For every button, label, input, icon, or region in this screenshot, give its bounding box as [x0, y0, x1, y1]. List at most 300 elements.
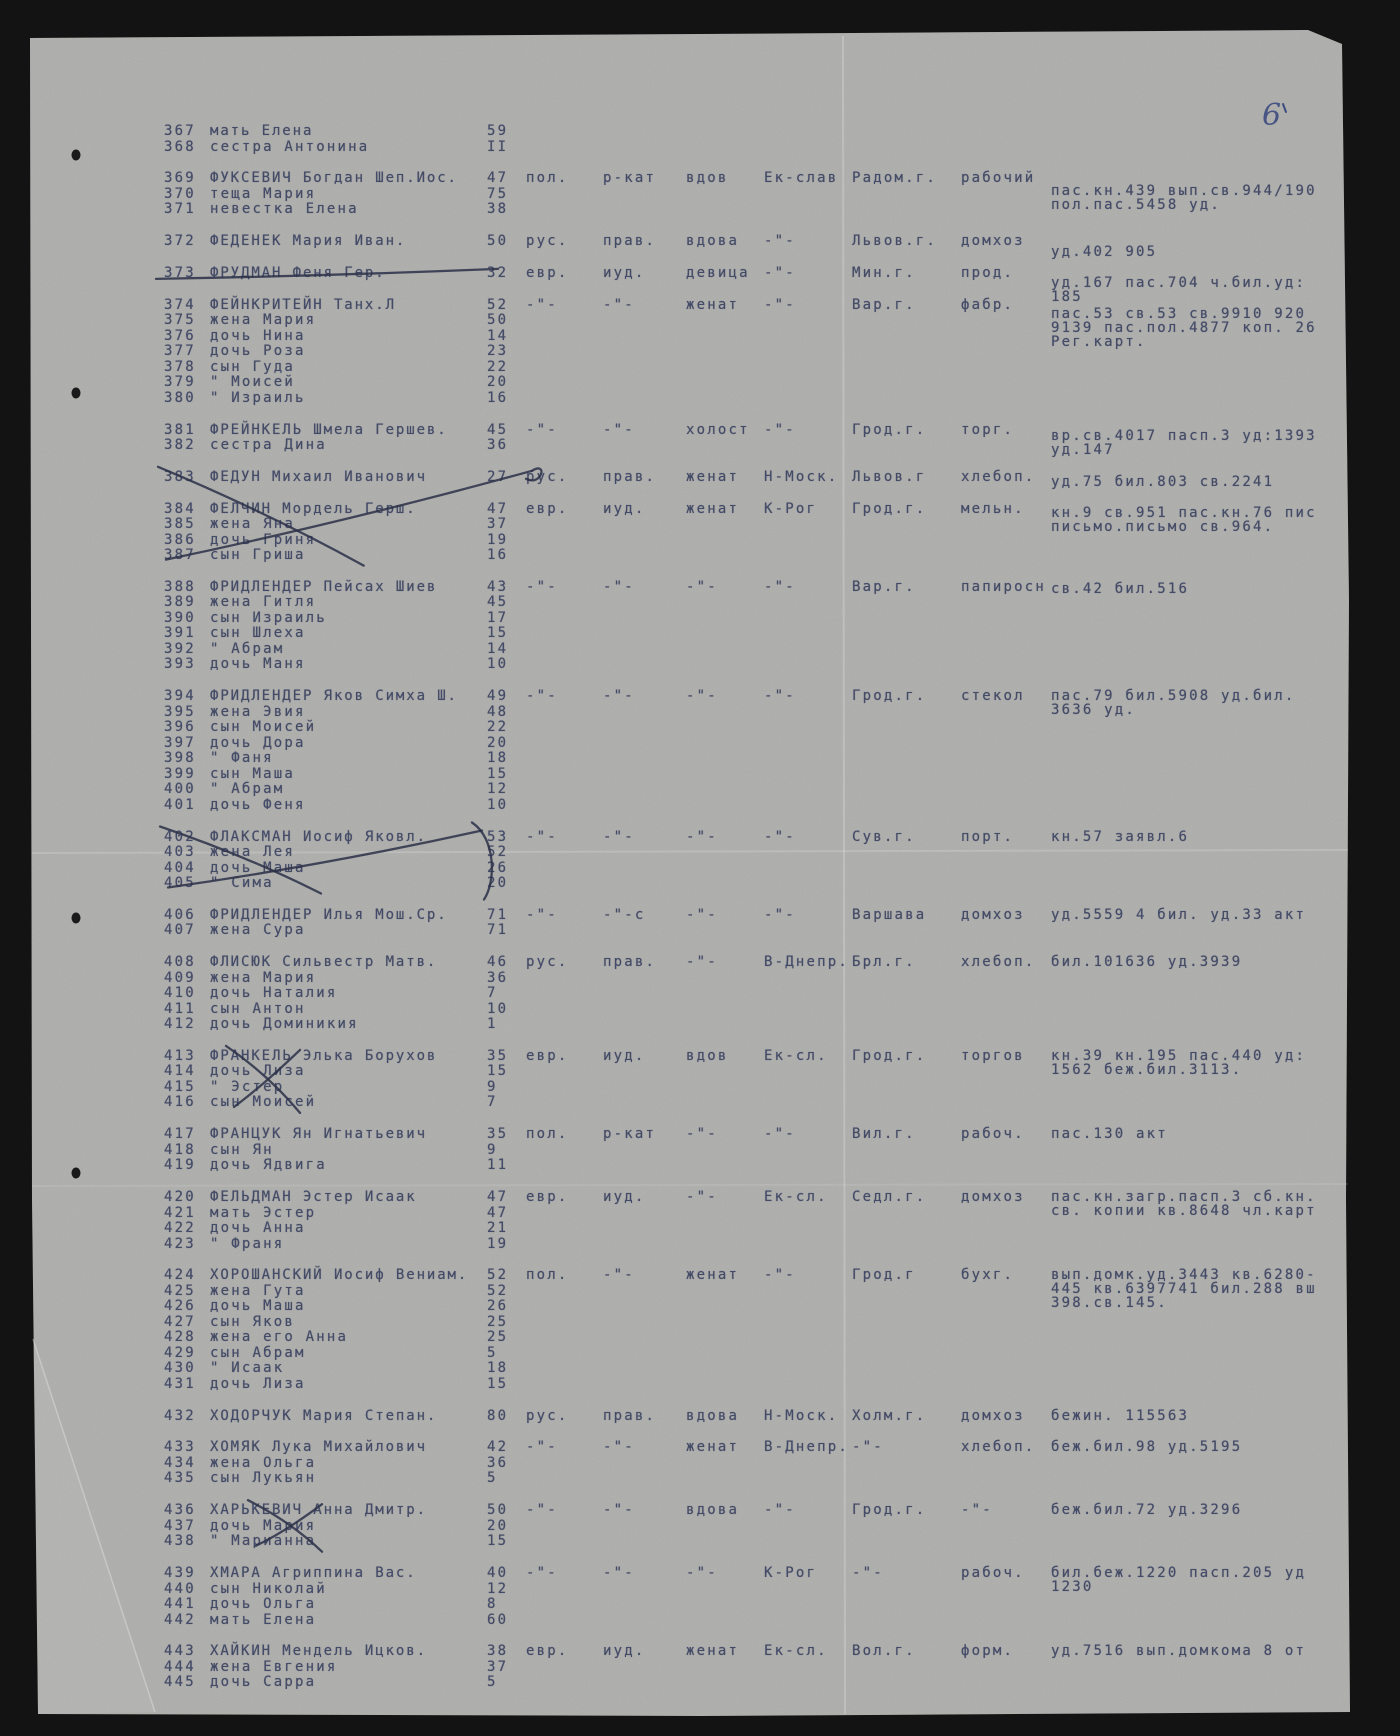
- origin: -"-: [764, 233, 796, 250]
- document-line: уд.75 бил.803 св.2241: [1051, 473, 1275, 490]
- entry-number: 386: [164, 531, 196, 548]
- entry-age: 43: [487, 578, 509, 595]
- entry-number: 399: [164, 765, 196, 782]
- document-line: 1562 беж.бил.3113.: [1051, 1061, 1243, 1078]
- entry-age: 20: [487, 734, 509, 751]
- entry-number: 408: [164, 954, 196, 971]
- entry-number: 377: [164, 343, 196, 360]
- entry-age: 45: [487, 421, 509, 438]
- family-group: [0, 1409, 1400, 1425]
- entry-name: жена Гитля: [210, 594, 317, 611]
- entry-number: 373: [164, 264, 196, 281]
- entry-age: II: [487, 138, 509, 155]
- register-entry: [0, 1095, 1400, 1110]
- entry-name: дочь Ядвига: [210, 1157, 327, 1174]
- register-entry: [0, 375, 1400, 390]
- nationality: евр.: [526, 1643, 569, 1660]
- family-group: [0, 580, 1400, 673]
- origin: Ек-сл.: [764, 1189, 828, 1205]
- entry-number: 413: [164, 1047, 196, 1064]
- residence-place: Сув.г.: [852, 828, 916, 845]
- religion: -"-: [603, 578, 635, 595]
- entry-number: 403: [164, 844, 196, 860]
- entry-number: 391: [164, 625, 196, 642]
- family-status: женат: [686, 468, 740, 485]
- entry-number: 424: [164, 1267, 196, 1284]
- entry-age: 10: [487, 1000, 509, 1017]
- entry-name: сын Лукьян: [210, 1470, 317, 1487]
- register-entry: [0, 611, 1400, 626]
- entry-age: 37: [487, 1658, 509, 1675]
- entry-number: 380: [164, 389, 196, 406]
- register-entry: [0, 1675, 1400, 1690]
- residence-place: Грод.г: [852, 1267, 916, 1284]
- entry-age: 32: [487, 264, 509, 281]
- family-status: -"-: [686, 954, 718, 971]
- entry-name: жена Лея: [210, 844, 296, 860]
- nationality: -"-: [526, 1565, 558, 1581]
- entry-age: 10: [487, 796, 509, 813]
- entry-number: 387: [164, 547, 196, 564]
- origin: Н-Моск.: [764, 1407, 839, 1424]
- entry-name: ХОДОРЧУК Мария Степан.: [210, 1407, 438, 1424]
- family-group: [0, 1049, 1400, 1111]
- entry-age: 52: [487, 296, 509, 313]
- entry-number: 435: [164, 1470, 196, 1487]
- family-status: женат: [686, 296, 740, 313]
- entry-name: " Моисей: [210, 374, 296, 391]
- entry-age: 22: [487, 358, 509, 375]
- register-entry: [0, 1597, 1400, 1612]
- family-status: вдов: [686, 170, 729, 187]
- register-entry: [0, 1158, 1400, 1173]
- residence-place: Грод.г.: [852, 688, 927, 705]
- family-status: -"-: [686, 1189, 718, 1205]
- entry-number: 383: [164, 468, 196, 485]
- entry-number: 441: [164, 1596, 196, 1612]
- entry-name: ХМАРА Агриппина Вас.: [210, 1565, 417, 1581]
- nationality: -"-: [526, 1439, 558, 1456]
- entry-number: 393: [164, 656, 196, 673]
- religion: -"-: [603, 1502, 635, 1519]
- family-group: [0, 468, 1400, 490]
- family-status: холост: [686, 421, 750, 438]
- residence-place: Вил.г.: [852, 1126, 916, 1143]
- profession: фабр.: [961, 296, 1015, 313]
- entry-name: ФРЕЙНКЕЛЬ Шмела Гершев.: [210, 421, 448, 438]
- entry-age: 25: [487, 1329, 509, 1346]
- document-line: беж.бил.98 уд.5195: [1051, 1439, 1243, 1456]
- family-status: женат: [686, 1267, 740, 1284]
- entry-name: ФЕЙНКРИТЕЙН Танх.Л: [210, 296, 396, 313]
- entry-name: ФЕДУН Михаил Иванович: [210, 468, 427, 485]
- nationality: рус.: [526, 468, 569, 485]
- register-entry: [0, 360, 1400, 375]
- entry-name: мать Елена: [210, 123, 314, 139]
- entry-name: ФРУДМАН Феня Гер.: [210, 264, 386, 281]
- entry-number: 389: [164, 594, 196, 611]
- document-line: пас.кн.загр.пасп.3 сб.кн.: [1051, 1189, 1317, 1205]
- entry-number: 392: [164, 640, 196, 657]
- religion: иуд.: [603, 1643, 646, 1660]
- entry-age: 27: [487, 468, 509, 485]
- nationality: евр.: [526, 500, 569, 517]
- origin: -"-: [764, 578, 796, 595]
- register-entry: [0, 344, 1400, 359]
- register-entry: [0, 876, 1400, 891]
- origin: -"-: [764, 906, 796, 923]
- nationality: пол.: [526, 170, 569, 187]
- entry-number: 415: [164, 1078, 196, 1095]
- nationality: -"-: [526, 1502, 558, 1519]
- profession: торгов: [961, 1047, 1025, 1064]
- document-line: письмо.письмо св.964.: [1051, 518, 1275, 535]
- profession: стекол: [961, 688, 1025, 705]
- register-entry: [0, 1315, 1400, 1330]
- entry-name: ФРАНЦУК Ян Игнатьевич: [210, 1126, 427, 1143]
- document-line: бил.101636 уд.3939: [1051, 954, 1243, 971]
- family-group: [0, 171, 1400, 218]
- entry-number: 411: [164, 1000, 196, 1017]
- entry-name: дочь Маша: [210, 1298, 306, 1315]
- entry-name: ФРИДЛЕНДЕР Илья Мош.Ср.: [210, 906, 448, 923]
- residence-place: Брл.г.: [852, 954, 916, 971]
- entry-number: 410: [164, 985, 196, 1002]
- entry-name: жена Ольга: [210, 1454, 317, 1471]
- religion: -"-: [603, 421, 635, 438]
- origin: -"-: [764, 296, 796, 313]
- entry-number: 406: [164, 906, 196, 923]
- entry-name: дочь Доминикия: [210, 1016, 359, 1033]
- origin: -"-: [764, 264, 796, 281]
- entry-name: ФРАНКЕЛЬ Элька Борухов: [210, 1047, 438, 1064]
- document-line: пол.пас.5458 уд.: [1051, 197, 1222, 214]
- entry-number: 421: [164, 1204, 196, 1221]
- profession: мельн.: [961, 500, 1025, 517]
- nationality: пол.: [526, 1267, 569, 1284]
- religion: р-кат: [603, 170, 657, 187]
- entry-age: 5: [487, 1344, 498, 1361]
- entry-age: 50: [487, 233, 509, 250]
- residence-place: Холм.г.: [852, 1407, 927, 1424]
- origin: Н-Моск.: [764, 468, 839, 485]
- document-line: бил.беж.1220 пасп.205 уд: [1051, 1565, 1307, 1581]
- entry-age: 7: [487, 1094, 498, 1111]
- nationality: рус.: [526, 233, 569, 250]
- entry-name: жена Гута: [210, 1282, 306, 1299]
- document-line: 1230: [1051, 1579, 1094, 1595]
- entry-number: 371: [164, 201, 196, 218]
- entry-name: дочь Дора: [210, 734, 306, 751]
- family-status: девица: [686, 264, 750, 281]
- entry-number: 404: [164, 859, 196, 876]
- religion: прав.: [603, 468, 657, 485]
- family-group: [0, 421, 1400, 458]
- residence-place: Грод.г.: [852, 500, 927, 517]
- register-entry: [0, 1221, 1400, 1236]
- entry-age: 50: [487, 1502, 509, 1519]
- entry-age: 15: [487, 765, 509, 782]
- entry-age: 47: [487, 170, 509, 187]
- document-line: уд.7516 вып.домкома 8 от: [1051, 1643, 1307, 1660]
- entry-number: 431: [164, 1375, 196, 1392]
- entry-name: сын Израиль: [210, 609, 327, 626]
- nationality: евр.: [526, 1189, 569, 1205]
- entry-name: дочь Маня: [210, 656, 306, 673]
- entry-name: ФЛАКСМАН Иосиф Яковл.: [210, 828, 427, 845]
- entry-name: " Франя: [210, 1235, 285, 1252]
- entry-name: сын Шлеха: [210, 625, 306, 642]
- entry-age: 20: [487, 875, 509, 891]
- entry-age: 49: [487, 688, 509, 705]
- entry-number: 445: [164, 1674, 196, 1691]
- entry-name: дочь Анна: [210, 1220, 306, 1236]
- origin: В-Днепр.: [764, 1439, 850, 1456]
- entry-name: ХАЙКИН Мендель Ицков.: [210, 1643, 427, 1660]
- nationality: пол.: [526, 1126, 569, 1143]
- entry-age: 20: [487, 1517, 509, 1534]
- entry-number: 420: [164, 1189, 196, 1205]
- entry-age: 17: [487, 609, 509, 626]
- register-entry: [0, 1660, 1400, 1675]
- religion: -"-: [603, 1439, 635, 1456]
- register-entry: [0, 1534, 1400, 1549]
- entry-number: 423: [164, 1235, 196, 1252]
- entry-name: ФРИДЛЕНДЕР Яков Симха Ш.: [210, 688, 458, 705]
- register-entry: [0, 1519, 1400, 1534]
- religion: прав.: [603, 1407, 657, 1424]
- entry-age: 52: [487, 1267, 509, 1284]
- residence-place: Радом.г.: [852, 170, 938, 187]
- entry-age: 71: [487, 922, 509, 939]
- entry-age: 35: [487, 1047, 509, 1064]
- nationality: рус.: [526, 954, 569, 971]
- entry-number: 442: [164, 1611, 196, 1628]
- family-status: -"-: [686, 1565, 718, 1581]
- document-line: уд.147: [1051, 441, 1115, 458]
- entry-number: 429: [164, 1344, 196, 1361]
- residence-place: Грод.г.: [852, 1502, 927, 1519]
- entry-age: 45: [487, 594, 509, 611]
- entry-age: 16: [487, 547, 509, 564]
- entry-age: 12: [487, 1580, 509, 1597]
- entry-age: 15: [487, 1533, 509, 1550]
- entry-name: " Абрам: [210, 781, 285, 798]
- origin: Ек-слав: [764, 170, 839, 187]
- profession: бухг.: [961, 1267, 1015, 1284]
- register-entry: [0, 1377, 1400, 1392]
- family-group: [0, 124, 1400, 155]
- entry-age: 22: [487, 719, 509, 736]
- entry-number: 422: [164, 1220, 196, 1236]
- family-group: [0, 1566, 1400, 1628]
- entry-age: 48: [487, 703, 509, 720]
- entry-number: 443: [164, 1643, 196, 1660]
- entry-name: " Эстер: [210, 1078, 285, 1095]
- profession: рабоч.: [961, 1126, 1025, 1143]
- entry-name: ФЛИСЮК Сильвестр Матв.: [210, 954, 438, 971]
- entry-age: 15: [487, 1375, 509, 1392]
- register-entry: [0, 736, 1400, 751]
- entry-name: жена Сура: [210, 922, 306, 939]
- entry-number: 376: [164, 327, 196, 344]
- register-entry: [0, 140, 1400, 155]
- origin: -"-: [764, 828, 796, 845]
- entry-age: 36: [487, 1454, 509, 1471]
- entry-name: сестра Антонина: [210, 138, 370, 155]
- nationality: -"-: [526, 688, 558, 705]
- family-status: -"-: [686, 1126, 718, 1143]
- entry-number: 382: [164, 437, 196, 453]
- entry-age: 8: [487, 1596, 498, 1612]
- entry-number: 368: [164, 138, 196, 155]
- profession: хлебоп.: [961, 468, 1036, 485]
- register-entry: [0, 124, 1400, 139]
- origin: -"-: [764, 1267, 796, 1284]
- register-entry: [0, 1456, 1400, 1471]
- entry-number: 385: [164, 516, 196, 533]
- entry-age: 59: [487, 123, 509, 139]
- entry-name: " Абрам: [210, 640, 285, 657]
- entry-number: 444: [164, 1658, 196, 1675]
- entry-number: 430: [164, 1360, 196, 1377]
- origin: -"-: [764, 688, 796, 705]
- entry-name: дочь Сарра: [210, 1674, 317, 1691]
- entry-name: ФУКСЕВИЧ Богдан Шеп.Иос.: [210, 170, 458, 187]
- entry-number: 436: [164, 1502, 196, 1519]
- residence-place: Седл.г.: [852, 1189, 927, 1205]
- register-entry: [0, 1017, 1400, 1032]
- entry-name: жена Яна: [210, 516, 296, 533]
- residence-place: -"-: [852, 1439, 884, 1456]
- document-line: 445 кв.6397741 бил.288 вш: [1051, 1281, 1317, 1298]
- entry-name: дочь Феня: [210, 796, 306, 813]
- register-entry: [0, 533, 1400, 548]
- entry-age: 36: [487, 969, 509, 986]
- entry-age: 75: [487, 185, 509, 202]
- origin: Ек-сл.: [764, 1047, 828, 1064]
- entry-name: " Исаак: [210, 1360, 285, 1377]
- family-status: -"-: [686, 906, 718, 923]
- entry-number: 414: [164, 1063, 196, 1080]
- entry-number: 395: [164, 703, 196, 720]
- entry-age: 19: [487, 531, 509, 548]
- family-group: [0, 1503, 1400, 1550]
- register-entry: [0, 642, 1400, 657]
- religion: иуд.: [603, 264, 646, 281]
- entry-name: ФРИДЛЕНДЕР Пейсах Шиев: [210, 578, 438, 595]
- family-group: [0, 1440, 1400, 1487]
- register-entry: [0, 798, 1400, 813]
- residence-place: Варшава: [852, 906, 927, 923]
- nationality: -"-: [526, 296, 558, 313]
- profession: форм.: [961, 1643, 1015, 1660]
- entry-age: 42: [487, 1439, 509, 1456]
- entry-number: 402: [164, 828, 196, 845]
- register-entry: [0, 1613, 1400, 1628]
- origin: -"-: [764, 1126, 796, 1143]
- entry-number: 438: [164, 1533, 196, 1550]
- register-entry: [0, 595, 1400, 610]
- entry-number: 427: [164, 1313, 196, 1330]
- entry-name: дочь Гриня: [210, 531, 317, 548]
- entry-name: " Фаня: [210, 750, 274, 767]
- residence-place: Львов.г.: [852, 233, 938, 250]
- religion: -"-: [603, 1565, 635, 1581]
- family-group: [0, 1190, 1400, 1252]
- family-group: [0, 502, 1400, 564]
- family-status: вдова: [686, 1407, 740, 1424]
- profession: хлебоп.: [961, 1439, 1036, 1456]
- origin: Ек-сл.: [764, 1643, 828, 1660]
- entry-age: 26: [487, 1298, 509, 1315]
- entry-number: 416: [164, 1094, 196, 1111]
- register-entry: [0, 657, 1400, 672]
- nationality: евр.: [526, 1047, 569, 1064]
- entry-number: 400: [164, 781, 196, 798]
- origin: -"-: [764, 421, 796, 438]
- profession: домхоз: [961, 1407, 1025, 1424]
- family-group: [0, 689, 1400, 813]
- entry-number: 379: [164, 374, 196, 391]
- register-entry: [0, 923, 1400, 938]
- entry-age: 52: [487, 844, 509, 860]
- family-status: женат: [686, 500, 740, 517]
- entry-age: 14: [487, 327, 509, 344]
- religion: -"-: [603, 1267, 635, 1284]
- entry-age: 38: [487, 1643, 509, 1660]
- entry-age: 20: [487, 374, 509, 391]
- origin: В-Днепр.: [764, 954, 850, 971]
- religion: -"-: [603, 688, 635, 705]
- profession: -"-: [961, 1502, 993, 1519]
- entry-number: 426: [164, 1298, 196, 1315]
- entry-age: 38: [487, 201, 509, 218]
- profession: домхоз: [961, 233, 1025, 250]
- nationality: -"-: [526, 421, 558, 438]
- register-entry: [0, 626, 1400, 641]
- entry-name: сын Ян: [210, 1141, 274, 1158]
- document-line: кн.9 св.951 пас.кн.76 пис: [1051, 504, 1317, 521]
- register-entry: [0, 1237, 1400, 1252]
- profession: хлебоп.: [961, 954, 1036, 971]
- residence-place: Грод.г.: [852, 421, 927, 438]
- register-entry: [0, 1299, 1400, 1314]
- entry-name: сын Антон: [210, 1000, 306, 1017]
- register-entry: [0, 1346, 1400, 1361]
- document-line: Рег.карт.: [1051, 334, 1147, 351]
- entry-age: 23: [487, 343, 509, 360]
- entry-age: 47: [487, 1189, 509, 1205]
- entry-number: 367: [164, 123, 196, 139]
- entry-name: ФЕДЕНЕК Мария Иван.: [210, 233, 407, 250]
- religion: иуд.: [603, 1047, 646, 1064]
- register-entry: [0, 702, 1400, 720]
- register-entry: [0, 751, 1400, 766]
- entry-name: ХОМЯК Лука Михайлович: [210, 1439, 427, 1456]
- document-line: кн.39 кн.195 пас.440 уд:: [1051, 1047, 1307, 1064]
- entry-name: сын Яков: [210, 1313, 296, 1330]
- register-entry: [0, 782, 1400, 797]
- entry-age: 35: [487, 1126, 509, 1143]
- entry-number: 381: [164, 421, 196, 438]
- entry-number: 437: [164, 1517, 196, 1534]
- family-status: вдова: [686, 233, 740, 250]
- entry-number: 396: [164, 719, 196, 736]
- entry-number: 397: [164, 734, 196, 751]
- entry-name: " Израиль: [210, 389, 306, 406]
- religion: -"-: [603, 296, 635, 313]
